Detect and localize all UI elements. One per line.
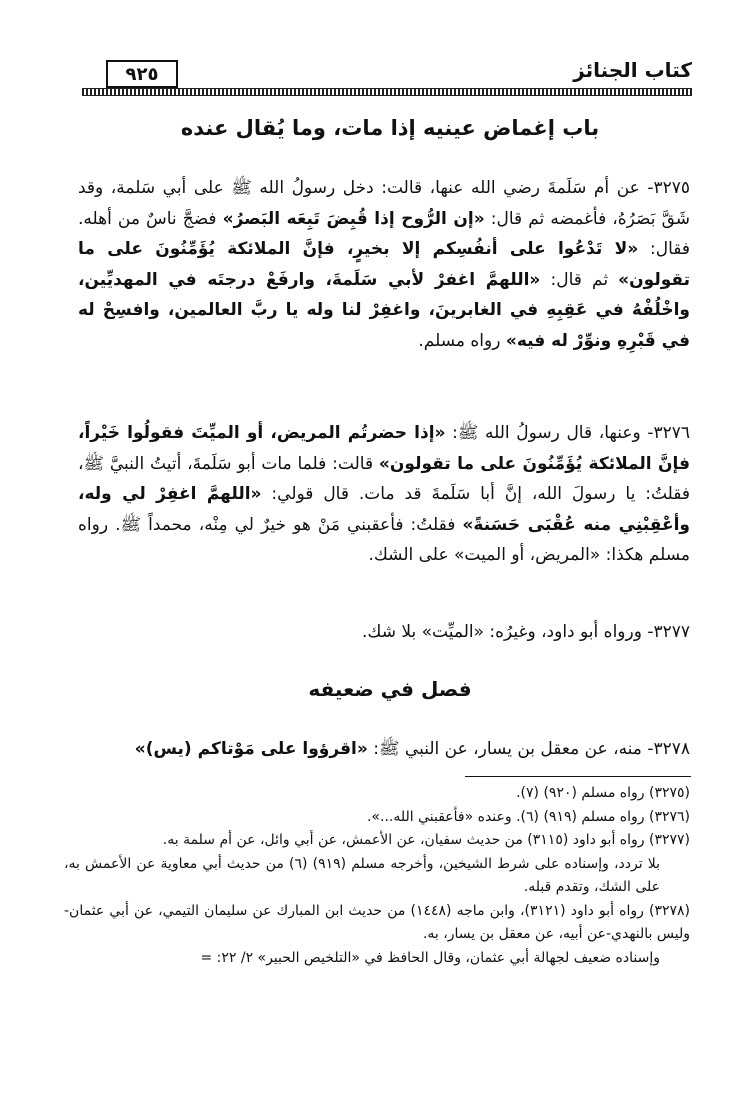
hadith-text: فقلتُ: فأعقبني مَنْ هو خيرٌ لي مِنْه، محمداً ﷺ. رواه مسلم هكذا: «المريض، أو الميت» على الشك. bbox=[78, 514, 690, 565]
header-rule bbox=[82, 88, 692, 96]
hadith-quote: «اقرؤوا على مَوْتاكم (يس)» bbox=[134, 739, 368, 759]
footnote-separator bbox=[465, 776, 691, 777]
footnote-line: بلا تردد، وإسناده على شرط الشيخين، وأخرجه مسلم (٩١٩) (٦) من حديث أبي معاوية عن الأعمش به، على الشك، وتقدم قبله. bbox=[64, 855, 661, 895]
footnote-line: (٣٢٧٥) رواه مسلم (٩٢٠) (٧). bbox=[516, 785, 690, 801]
hadith-text: ٣٢٧٧- ورواه أبو داود، وغيرُه: «الميِّت» بلا شك. bbox=[362, 622, 690, 642]
footnote-line: (٣٢٧٦) رواه مسلم (٩١٩) (٦). وعنده «فأعقبني الله...». bbox=[366, 808, 690, 825]
hadith-text: ٣٢٧٦- وعنها، قال رسولُ الله ﷺ: bbox=[445, 423, 690, 443]
hadith-quote: «لا تَدْعُوا على أنفُسِكم إلا بخيرٍ، فإنَّ الملائكة يُؤَمِّنُونَ على ما تقولون» bbox=[78, 239, 690, 290]
hadith-3278 bbox=[78, 734, 690, 765]
footnote-3275 bbox=[64, 782, 690, 806]
hadith-text: قالت: فلما مات أبو سَلَمةَ، أتيتُ النبيَّ ﷺ، فقلتُ: يا رسولَ الله، إنَّ أبا سَلَمةَ قد مات. قال قولي: bbox=[78, 453, 690, 504]
footnotes bbox=[64, 782, 690, 970]
book-title: كتاب الجنائز bbox=[573, 58, 692, 82]
hadith-quote: «اللهمَّ اغفرْ لأبي سَلَمةَ، وارفَعْ درجتَه في المهديِّين، واخْلُفْهُ في عَقِبِهِ في الغابرينَ، واغفِرْ لنا وله يا ربَّ العالمين، وافسِحْ له في قَبْرِهِ ونوِّرْ له فيه» bbox=[78, 269, 690, 351]
footnote-line: (٣٢٧٨) رواه أبو داود (٣١٢١)، وابن ماجه (١٤٤٨) من حديث ابن المبارك عن سليمان التيمي، عن أبي عثمان-وليس بالنهدي-عن أبيه، عن معقل بن يسار، به. bbox=[64, 902, 691, 942]
page-header bbox=[82, 58, 692, 98]
section-title: فصل في ضعيفه bbox=[308, 677, 472, 701]
footnote-3277 bbox=[64, 829, 690, 900]
hadith-3277 bbox=[78, 617, 690, 648]
footnote-line: (٣٢٧٧) رواه أبو داود (٣١١٥) من حديث سفيان، عن الأعمش، عن أبي وائل، عن أم سلمة به. bbox=[162, 832, 690, 848]
chapter-title: باب إغماض عينيه إذا مات، وما يُقال عنده bbox=[180, 116, 600, 140]
hadith-3276 bbox=[78, 418, 690, 571]
hadith-text: ٣٢٧٨- منه، عن معقل بن يسار، عن النبي ﷺ: bbox=[367, 739, 690, 759]
hadith-3275 bbox=[78, 173, 690, 356]
hadith-text: ثم قال: bbox=[540, 269, 619, 290]
hadith-quote: «اللهمَّ اغفِرْ لي وله، وأعْقِبْنِي منه عُقْبَى حَسَنةً» bbox=[78, 484, 690, 535]
footnote-3276 bbox=[64, 806, 690, 830]
hadith-quote: «إن الرُّوح إذا قُبِضَ تَبِعَه البَصرُ» bbox=[222, 208, 485, 229]
hadith-text: فضجَّ ناسٌ من أهله. فقال: bbox=[78, 208, 691, 259]
page-number: ٩٢٥ bbox=[106, 60, 178, 88]
hadith-quote: «إذا حضرتُم المريض، أو الميِّتَ فقولُوا خَيْراً، فإنَّ الملائكة يُؤَمِّنُونَ على ما تقولون» bbox=[78, 423, 691, 474]
hadith-text: رواه مسلم. bbox=[418, 330, 506, 351]
footnote-3278 bbox=[64, 900, 690, 971]
footnote-line: وإسناده ضعيف لجهالة أبي عثمان، وقال الحافظ في «التلخيص الحبير» ٢/ ٢٢: = bbox=[200, 949, 660, 966]
hadith-text: ٣٢٧٥- عن أم سَلَمةَ رضي الله عنها، قالت: دخل رسولُ الله ﷺ على أبي سَلمة، وقد شَقَّ بَصَرُهُ، فأغمضه ثم قال: bbox=[78, 178, 690, 229]
